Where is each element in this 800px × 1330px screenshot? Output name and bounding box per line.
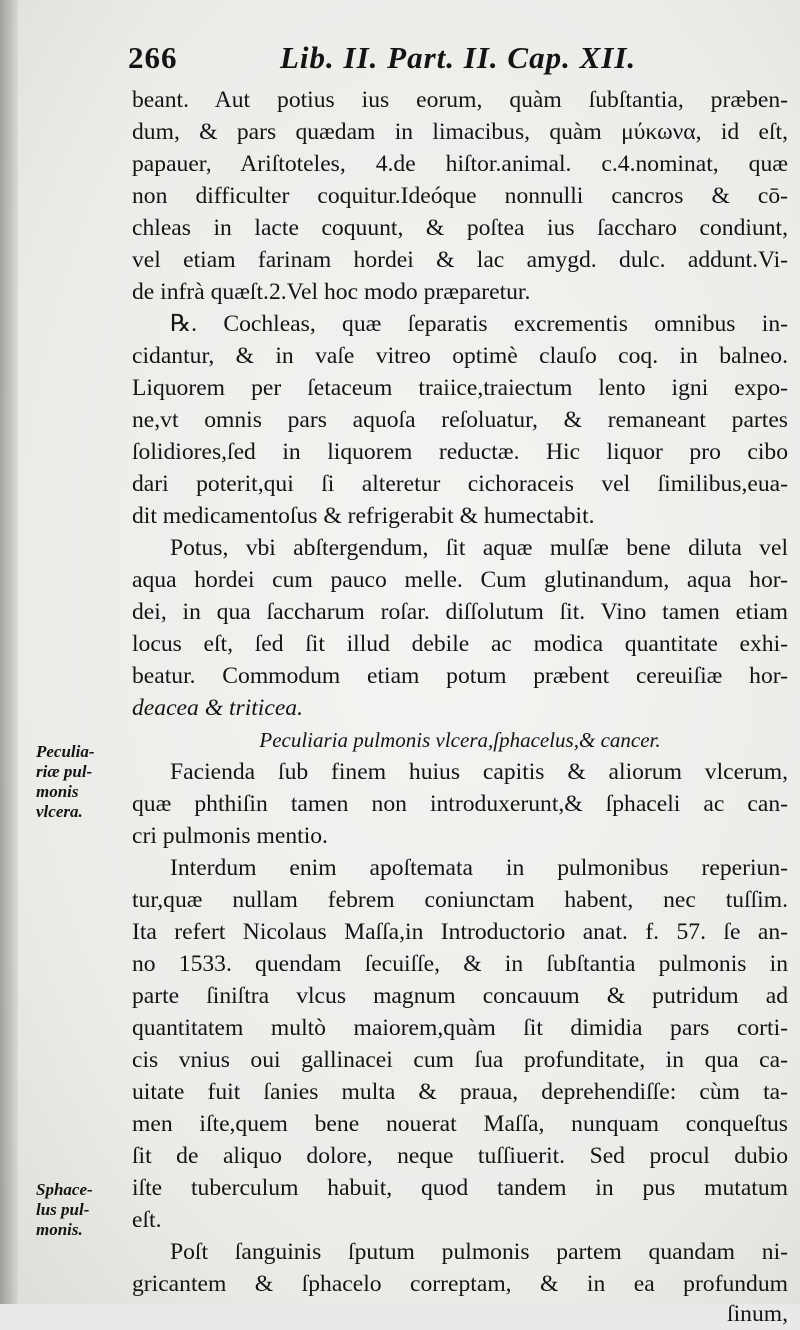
text-line: beatur. Commodum etiam potum præbent cereuiſiæ hor- xyxy=(132,663,788,689)
text-line: iſte tuberculum habuit, quod tandem in pus mutatum xyxy=(132,1175,788,1201)
text-line: Poſt ſanguinis ſputum pulmonis partem quandam ni- xyxy=(170,1239,788,1265)
text-line: Interdum enim apoſtemata in pulmonibus reperiun- xyxy=(170,855,788,881)
text-line: cis vnius oui gallinacei cum ſua profunditate, in qua ca- xyxy=(132,1047,788,1073)
text-line: Facienda ſub finem huius capitis & aliorum vlcerum, xyxy=(170,759,788,785)
running-header xyxy=(128,40,728,90)
margin-note-line: vlcera. xyxy=(36,802,83,821)
text-line: uitate fuit ſanies multa & praua, deprehendiſſe: cùm ta- xyxy=(132,1079,788,1105)
text-line: parte ſiniſtra vlcus magnum concauum & putridum ad xyxy=(132,983,788,1009)
text-line: chleas in lacte coquunt, & poſtea ius ſaccharo condiunt, xyxy=(132,215,788,241)
margin-note-line: monis xyxy=(36,782,79,801)
text-line: ſolidiores,ſed in liquorem reductæ. Hic liquor pro cibo xyxy=(132,439,788,465)
margin-note-line: riæ pul- xyxy=(36,762,93,781)
text-line: dei, in qua ſaccharum roſar. diſſolutum ſit. Vino tamen etiam xyxy=(132,599,788,625)
text-line: no 1533. quendam ſecuiſſe, & in ſubſtantia pulmonis in xyxy=(132,951,788,977)
text-line: non difficulter coquitur.Ideóque nonnulli cancros & cō- xyxy=(132,183,788,209)
text-line: quæ phthiſin tamen non introduxerunt,& ſphaceli ac can- xyxy=(132,791,788,817)
text-line: ſit de aliquo dolore, neque tuſſiuerit. Sed procul dubio xyxy=(132,1143,788,1169)
text-line: men iſte,quem bene nouerat Maſſa, nunquam conqueſtus xyxy=(132,1111,788,1137)
margin-note-line: Peculia- xyxy=(36,742,95,761)
page-gutter-shadow xyxy=(0,0,18,1304)
text-line: cri pulmonis mentio. xyxy=(132,823,328,849)
text-line: de infrà quæſt.2.Vel hoc modo præparetur. xyxy=(132,279,531,305)
text-line: dari poterit,qui ſi alteretur cichoraceis vel ſimilibus,eua- xyxy=(132,471,788,497)
text-line: Ita refert Nicolaus Maſſa,in Introductorio anat. f. 57. ſe an- xyxy=(132,919,788,945)
text-line: tur,quæ nullam febrem coniunctam habent, nec tuſſim. xyxy=(132,887,788,913)
text-line: dum, & pars quædam in limacibus, quàm μύκωνα, id eſt, xyxy=(132,119,788,145)
margin-note-line: Sphace- xyxy=(36,1180,93,1199)
text-line: dit medicamentoſus & refrigerabit & humectabit. xyxy=(132,503,595,529)
margin-note-sphacelus xyxy=(36,1180,128,1240)
text-line: ℞. Cochleas, quæ ſeparatis excrementis omnibus in- xyxy=(170,311,788,337)
text-line: deacea & triticea. xyxy=(132,695,303,721)
text-line: papauer, Ariſtoteles, 4.de hiſtor.animal. c.4.nominat, quæ xyxy=(132,151,788,177)
text-line: locus eſt, ſed ſit illud debile ac modica quantitate exhi- xyxy=(132,631,788,657)
margin-note-peculiaria xyxy=(36,742,128,822)
text-line: quantitatem multò maiorem,quàm ſit dimidia pars corti- xyxy=(132,1015,788,1041)
text-line: eſt. xyxy=(132,1207,162,1233)
page-number: 266 xyxy=(128,40,178,75)
text-line: cidantur, & in vaſe vitreo optimè clauſo coq. in balneo. xyxy=(132,343,788,369)
text-line: vel etiam farinam hordei & lac amygd. dulc. addunt.Vi- xyxy=(132,247,788,273)
text-line: beant. Aut potius ius eorum, quàm ſubſtantia, præben- xyxy=(132,87,788,113)
text-line: Liquorem per ſetaceum traiice,traiectum lento igni expo- xyxy=(132,375,788,401)
text-line: Potus, vbi abſtergendum, ſit aquæ mulſæ bene diluta vel xyxy=(170,535,788,561)
margin-note-line: monis. xyxy=(36,1220,83,1239)
text-line: gricantem & ſphacelo correptam, & in ea profundum xyxy=(132,1271,788,1297)
running-title: Lib. II. Part. II. Cap. XII. xyxy=(280,40,637,75)
catchword-line: ſinum, xyxy=(727,1301,788,1327)
section-heading: Peculiaria pulmonis vlcera,ſphacelus,& cancer. xyxy=(259,728,661,752)
margin-note-line: lus pul- xyxy=(36,1200,90,1219)
text-line: ne,vt omnis pars aquoſa reſoluatur, & remaneant partes xyxy=(132,407,788,433)
text-line: aqua hordei cum pauco melle. Cum glutinandum, aqua hor- xyxy=(132,567,788,593)
